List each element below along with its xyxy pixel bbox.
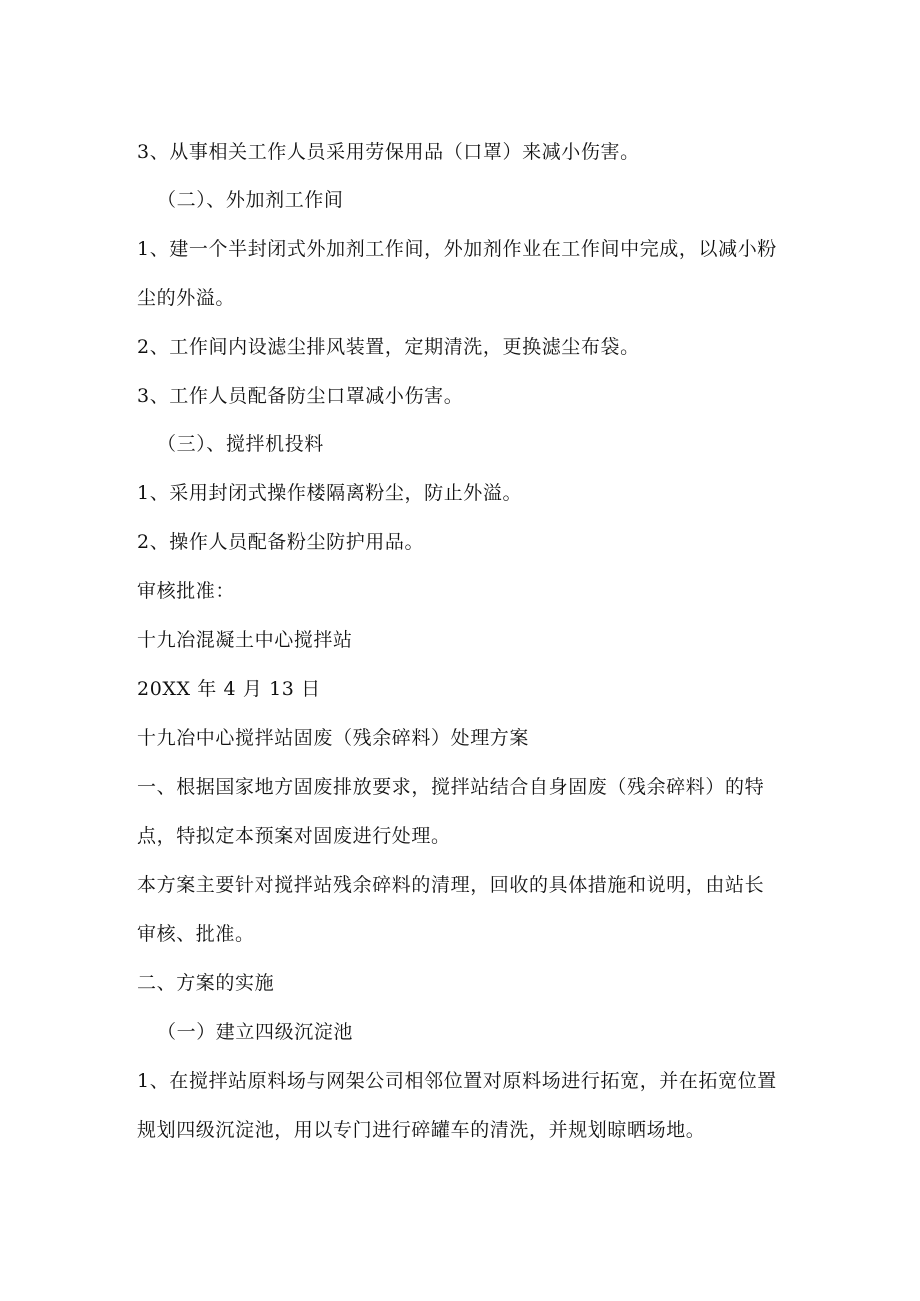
paragraph-line: 审核、批准。	[137, 923, 255, 945]
paragraph-line: 一、根据国家地方固废排放要求，搅拌站结合自身固废（残余碎料）的特	[137, 776, 765, 798]
paragraph-line: 3、工作人员配备防尘口罩减小伤害。	[137, 385, 464, 407]
section-heading: （一）建立四级沉淀池	[157, 1021, 354, 1043]
section-heading: （二）、外加剂工作间	[157, 189, 344, 211]
paragraph-line: 1、采用封闭式操作楼隔离粉尘，防止外溢。	[137, 482, 523, 504]
approval-label: 审核批准：	[137, 580, 236, 602]
section-heading: 二、方案的实施	[137, 972, 275, 994]
paragraph-line: 1、在搅拌站原料场与网架公司相邻位置对原料场进行拓宽，并在拓宽位置	[137, 1070, 777, 1092]
paragraph-line: 2、工作间内设滤尘排风装置，定期清洗，更换滤尘布袋。	[137, 336, 640, 358]
paragraph-line: 规划四级沉淀池，用以专门进行碎罐车的清洗，并规划晾晒场地。	[137, 1119, 706, 1141]
paragraph-line: 1、建一个半封闭式外加剂工作间，外加剂作业在工作间中完成，以减小粉	[137, 238, 777, 260]
paragraph-line: 本方案主要针对搅拌站残余碎料的清理，回收的具体措施和说明，由站长	[137, 874, 765, 896]
paragraph-line: 点，特拟定本预案对固废进行处理。	[137, 825, 451, 847]
section-heading: （三）、搅拌机投料	[157, 433, 324, 455]
organization-name: 十九冶混凝土中心搅拌站	[137, 629, 353, 651]
paragraph-line: 2、操作人员配备粉尘防护用品。	[137, 531, 425, 553]
document-date: 20XX 年 4 月 13 日	[137, 678, 321, 700]
paragraph-line: 3、从事相关工作人员采用劳保用品（口罩）来减小伤害。	[137, 141, 640, 163]
document-title: 十九冶中心搅拌站固废（残余碎料）处理方案	[137, 727, 530, 749]
paragraph-line: 尘的外溢。	[137, 287, 236, 309]
